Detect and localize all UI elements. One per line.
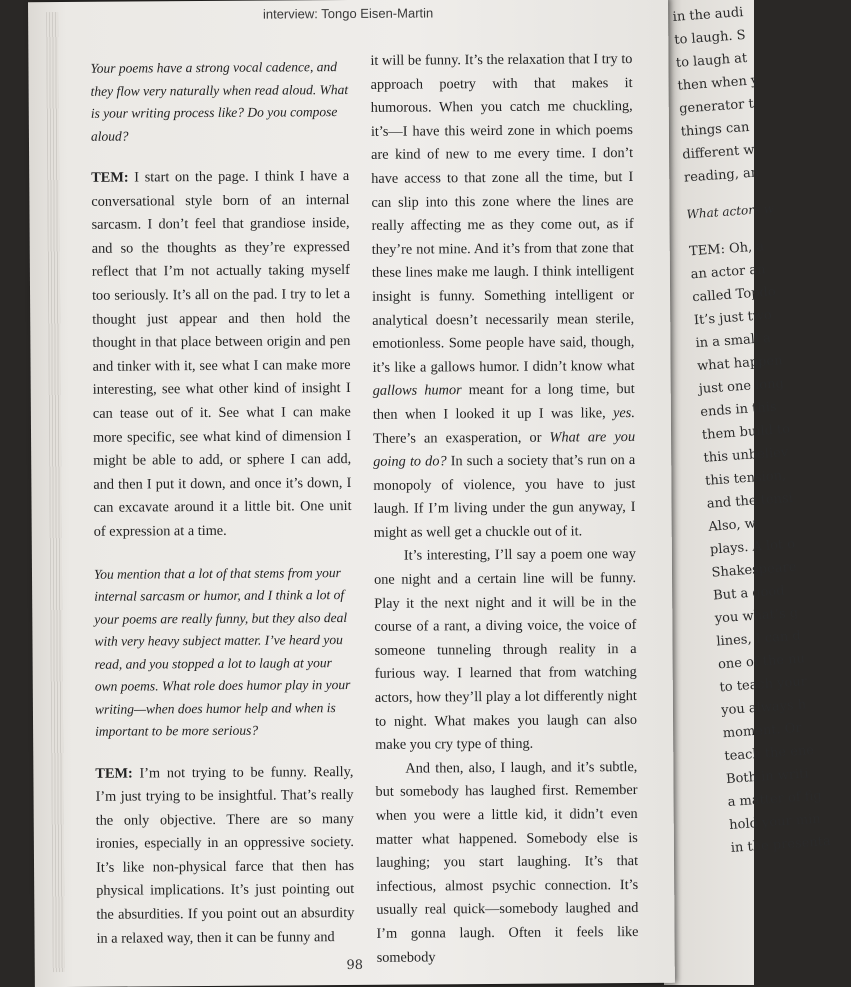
facing-page-line: to laugh at [675,50,748,71]
page-edges [46,12,65,972]
facing-page-line: what happen [696,353,783,375]
facing-page-line: Shakespeare [711,559,797,581]
answer-1-text: I start on the page. I think I have a conversational style born of an internal sarcasm. I don’t feel that grandiose inside, and so the thoughts as they’re expressed reflect that I’m not actually taking myself too seriously. It’s all on the pad. I try to let a thought just appear and then hold the thought in that place between origin and pen and tinker with it, see what I can make more interesting, see what other kind of insight I can tease out of it. See what I can make more specific, see what kind of dimension I might be able to add, or sphere I can add, and then I put it down, and once it’s down, I can excavate around it a little bit. One unit of expression at a time. [91,167,352,540]
facing-page-line: hold your min [728,811,822,833]
paragraph-1 [370,48,635,545]
book-page [28,0,675,987]
facing-page-line: generator t [678,96,755,117]
facing-page-line: an actor an [690,262,766,283]
question-1: Your poems have a strong vocal cadence, and they flow very naturally when read aloud. What is your writing process like? Do you compose aloud? [90,59,349,144]
facing-page-line: plays. A lot o [709,536,796,558]
facing-page-line: lines, I can d [715,628,802,650]
facing-page-line: different w [681,142,755,163]
facing-page-line: ends in this [699,399,778,420]
facing-page-line: Both in writi [725,766,810,788]
facing-page-line: then when y [677,73,759,94]
facing-page-line: just one long [698,376,785,398]
facing-page-line: this tension, [704,468,787,489]
facing-page-line: in a small a [695,330,772,352]
facing-page-line: you always h [720,697,807,719]
facing-page-line: things can [680,119,750,140]
page-number: 98 [346,957,364,974]
running-header: interview: Tongo Eisen-Martin [262,5,434,22]
p1-text-d: In such a society that’s run on a monopoly of violence, you have to just laugh. If I’m living under the gun anyway, I might as well get a chuckle out of it. [373,452,636,541]
facing-page-line: one of the nu [717,651,806,673]
facing-page-line: in the audi [672,5,744,25]
speaker-tag: TEM: [95,765,133,782]
facing-page-line: Also, w [707,516,757,535]
speaker-tag: TEM: [91,169,129,186]
left-column [90,56,354,970]
answer-2-text: I’m not trying to be funny. Really, I’m just trying to be insightful. That’s really the only objective. There are so many ironies, especially in an oppressive society. It’s like non-physical farce that then has physical implications. It’s just pointing out the absurdities. If you point out an absurdity in a relaxed way, then it can be funny and [95,763,355,947]
p1-text-a: it will be funny. It’s the relaxation that I try to approach poetry with that makes it humorous. When you catch me chuckling, it’s—I have this weird zone in which poems are kind of new to me every time. I don’t have access to that zone all the time, but I can slip into this zone where the lines are really affecting me as they come out, as if they’re not mine. And it’s from that zone that these lines make me laugh. I think intelligent insight is funny. Something intelligent or analytical doesn’t necessarily mean sterile, emotionless. Some people have said, though, it’s like a gallows humor. I didn’t know what [370,51,635,376]
facing-page-line: you what’s g [714,605,799,627]
paragraph-2: It’s interesting, I’ll say a poem one way one night and a certain line will be funny. Play it the next night and it will be in the course of a rant, a diving voice, the voice of someone tunneling through reality in a furious way. I learned that from watching actors, how they’ll play a lot differently night to night. What makes you laugh can also make you cry type of thing. [373,546,638,754]
facing-page-line: this unbeliev [703,445,789,466]
p1-emphasis-1: gallows humor [372,382,462,400]
answer-2 [95,760,354,951]
facing-page-line: a matter of fig [727,788,823,811]
facing-page-line: What actors w [686,201,775,222]
facing-page-line: them build to [701,421,791,443]
p1-text-c: There’s an exasperation, or [373,429,550,447]
facing-page-line: It’s just two [693,307,773,329]
p1-emphasis-2: yes. [612,404,635,422]
facing-page-line: reading, an [683,165,760,186]
answer-1 [91,165,352,544]
facing-page-line: called Topdo [691,284,777,306]
facing-page-text [672,0,851,860]
right-column [370,48,638,970]
facing-page-line: moment. Or [722,720,803,742]
question-2: You mention that a lot of that stems from your internal sarcasm or humor, and I think a lot of your poems are really funny, but they also deal with very heavy subject matter. I’ve heard you read, and you stopped a lot to laugh at your own poems. What role does humor play in your writing—when does humor help and when is important to be more serious? [93,564,351,739]
facing-page-line: teach the ene [723,742,815,765]
facing-page-line: in the presenta [730,833,832,856]
p1-emphasis-3: What are you going to do? [373,428,636,470]
facing-page [664,0,832,985]
facing-page-line: to teach your [719,674,808,696]
facing-page-line: But a good [712,583,786,604]
paragraph-3: And then, also, I laugh, and it’s subtle, but somebody has laughed first. Remember when you were a little kid, it didn’t even matter what happened. Somebody else is laughing; you start laughing. It’s that infectious, almost psychic connection. It’s usually real quick—somebody laughed and I’m gonna laugh. Often it feels like somebody [375,758,639,966]
facing-page-line: TEM: Oh, a [688,239,765,260]
facing-page-line: to laugh. S [673,27,747,48]
facing-page-line: and the tensi [706,490,794,512]
p1-text-b: meant for a long time, but then when I looked it up I was like, [372,381,635,423]
